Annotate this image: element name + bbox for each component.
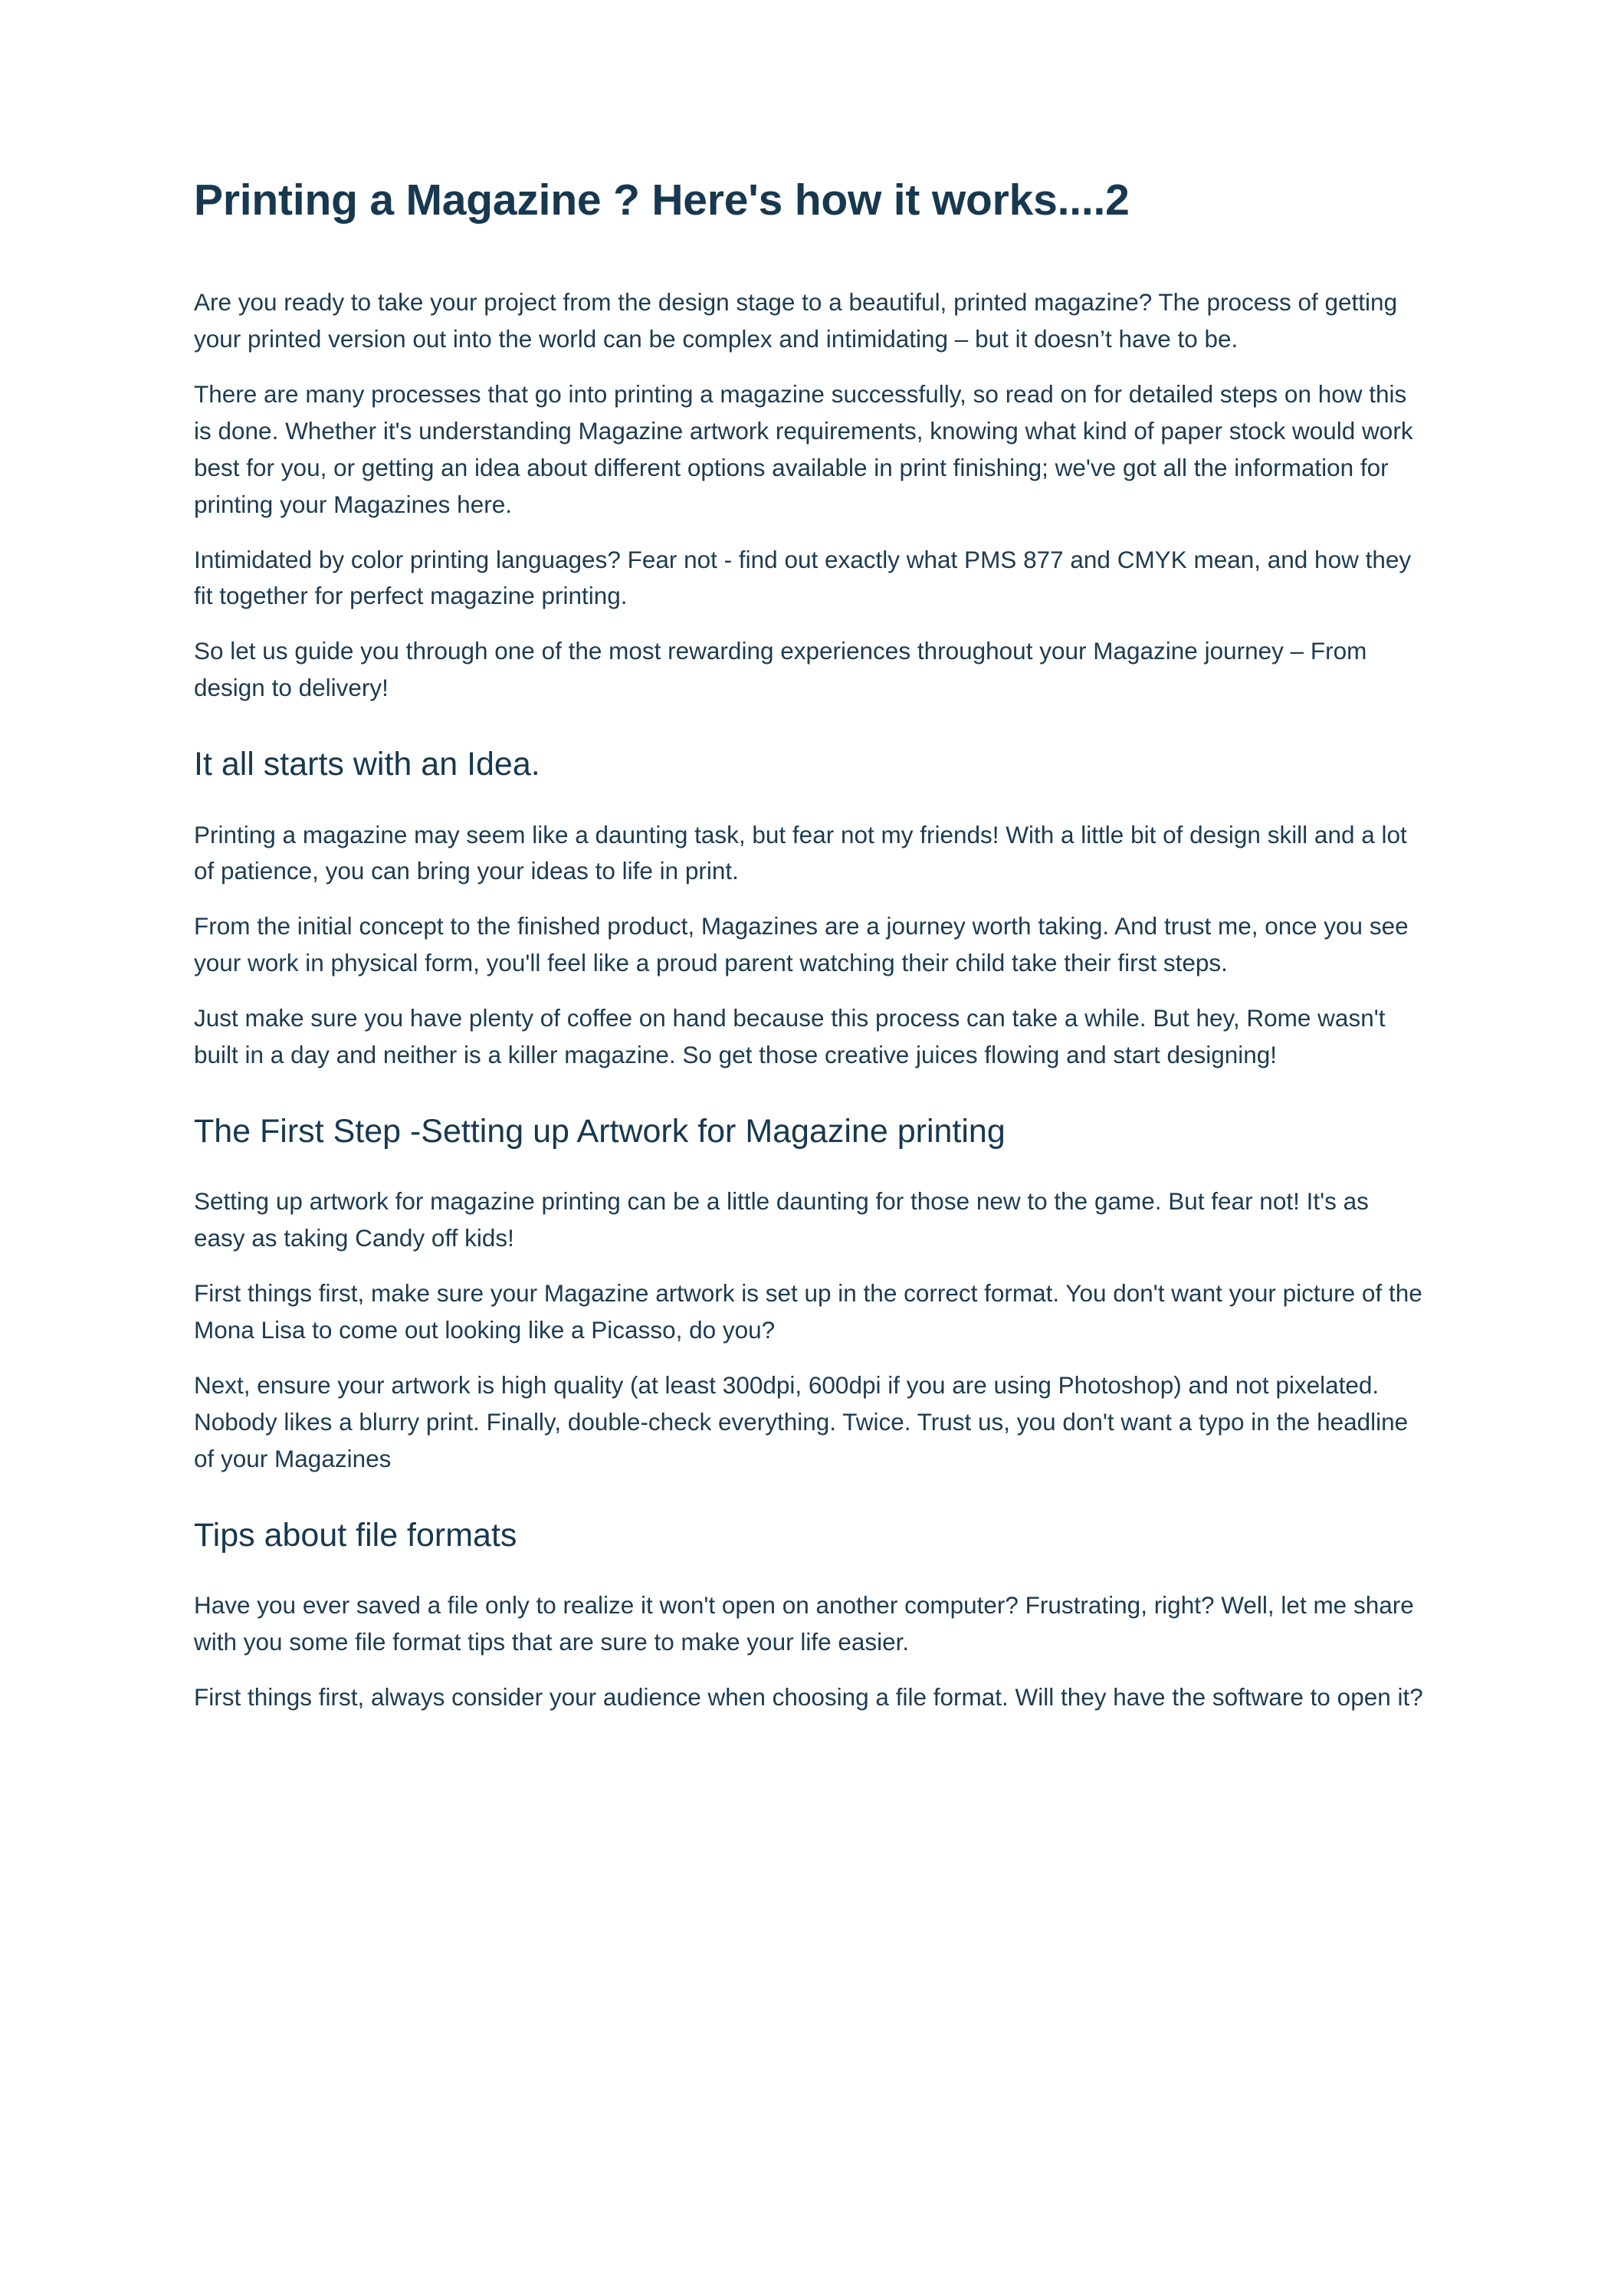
spacer [194,523,1426,542]
spacer [194,982,1426,1000]
body-paragraph: Have you ever saved a file only to realize it won't open on another computer? Frustrating, right? Well, let me share with you some file format tips that are sure to make your life easier. [194,1591,1414,1656]
spacer [194,1074,1426,1112]
spacer [194,226,1426,284]
body-paragraph: There are many processes that go into printing a magazine successfully, so read on for detailed steps on how this is done. Whether it's understanding Magazine artwork requirements, knowing what kind of paper stock would work best for you, or getting an idea about different options available in print finishing; we've got all the information for printing your Magazines here. [194,380,1413,518]
spacer [194,1349,1426,1367]
document-content [194,175,1426,1716]
section-heading: Tips about file formats [194,1516,517,1554]
spacer [194,1151,1426,1183]
section-heading: The First Step -Setting up Artwork for Magazine printing [194,1112,1006,1150]
spacer [194,1555,1426,1587]
spacer [194,890,1426,908]
spacer [194,785,1426,817]
spacer [194,1257,1426,1275]
spacer [194,707,1426,745]
section-heading: It all starts with an Idea. [194,746,540,783]
document-body [194,226,1426,1716]
spacer [194,1478,1426,1516]
page-title: Printing a Magazine ? Here's how it works....2 [194,176,1130,225]
body-paragraph: Next, ensure your artwork is high quality (at least 300dpi, 600dpi if you are using Photoshop) and not pixelated. Nobody likes a blurry print. Finally, double-check everything. Twice. Trust us, you don't want a typo in the headline of your Magazines [194,1370,1409,1472]
spacer [194,1661,1426,1679]
body-paragraph: From the initial concept to the finished product, Magazines are a journey worth taking. And trust me, once you see your work in physical form, you'll feel like a proud parent watching their child take their first steps. [194,912,1409,977]
spacer [194,615,1426,633]
body-paragraph: First things first, always consider your audience when choosing a file format. Will they have the software to open it? [194,1682,1423,1711]
body-paragraph: Intimidated by color printing languages? Fear not - find out exactly what PMS 877 and CMYK mean, and how they fit together for perfect magazine printing. [194,545,1412,610]
body-paragraph: So let us guide you through one of the most rewarding experiences throughout your Magazine journey – From design to delivery! [194,637,1367,702]
body-paragraph: Printing a magazine may seem like a daunting task, but fear not my friends! With a little bit of design skill and a lot of patience, you can bring your ideas to life in print. [194,820,1407,885]
body-paragraph: First things first, make sure your Magazine artwork is set up in the correct format. You don't want your picture of the Mona Lisa to come out looking like a Picasso, do you? [194,1279,1422,1344]
body-paragraph: Setting up artwork for magazine printing can be a little daunting for those new to the game. But fear not! It's as easy as taking Candy off kids! [194,1187,1369,1252]
body-paragraph: Just make sure you have plenty of coffee on hand because this process can take a while. But hey, Rome wasn't built in a day and neither is a killer magazine. So get those creative juices flowing and start designing! [194,1004,1386,1068]
spacer [194,358,1426,376]
body-paragraph: Are you ready to take your project from the design stage to a beautiful, printed magazine? The process of getting your printed version out into the world can be complex and intimidating – but it doesn’t have to be. [194,288,1398,353]
